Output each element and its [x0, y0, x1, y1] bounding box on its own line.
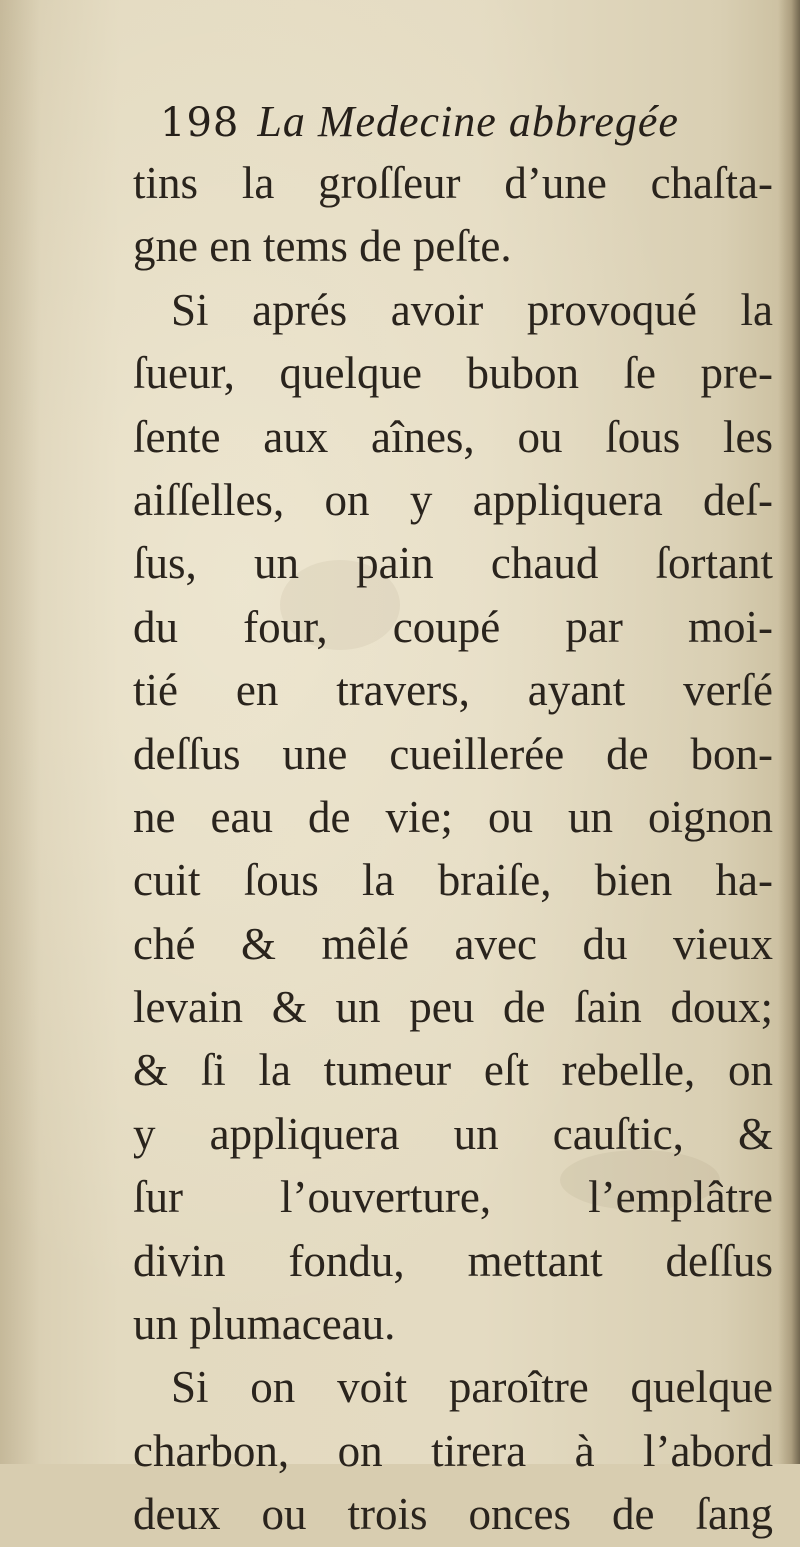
text-line: Si on voit paroître quelque — [171, 1362, 773, 1413]
text-line: ſus, un pain chaud ſortant — [133, 538, 773, 589]
text-line: ne eau de vie; ou un oignon — [133, 791, 773, 842]
page-number: 198 — [160, 100, 240, 146]
text-line: divin fondu, mettant deſſus — [133, 1235, 773, 1286]
text-line: ſur l’ouverture, l’emplâtre — [133, 1172, 773, 1223]
text-line: ſente aux aînes, ou ſous les — [133, 411, 773, 462]
text-line: aiſſelles, on y appliquera deſ- — [133, 474, 773, 525]
text-line: levain & un peu de ſain doux; — [133, 982, 773, 1033]
text-line: charbon, on tirera à l’abord — [133, 1425, 773, 1476]
page-right-edge — [778, 0, 800, 1464]
text-line: Si aprés avoir provoqué la — [171, 284, 773, 335]
text-line: ché & mêlé avec du vieux — [133, 918, 773, 969]
text-line: y appliquera un cauſtic, & — [133, 1108, 773, 1159]
text-line: gne en tems de peſte. — [133, 221, 512, 272]
running-title: La Medecine abbregée — [257, 97, 679, 146]
text-line: tié en travers, ayant verſé — [133, 665, 773, 716]
body-text — [133, 152, 773, 1547]
running-head — [160, 96, 760, 156]
text-line: deux ou trois onces de ſang — [133, 1489, 773, 1540]
text-line: & ſi la tumeur eſt rebelle, on — [133, 1045, 773, 1096]
text-line: ſueur, quelque bubon ſe pre- — [133, 348, 773, 399]
text-line: deſſus une cueillerée de bon- — [133, 728, 773, 779]
text-line: cuit ſous la braiſe, bien ha- — [133, 855, 773, 906]
text-line: tins la groſſeur d’une chaſta- — [133, 158, 773, 208]
text-line: du four, coupé par moi- — [133, 601, 773, 652]
text-line: un plumaceau. — [133, 1299, 396, 1350]
page-left-shadow — [0, 0, 40, 1464]
